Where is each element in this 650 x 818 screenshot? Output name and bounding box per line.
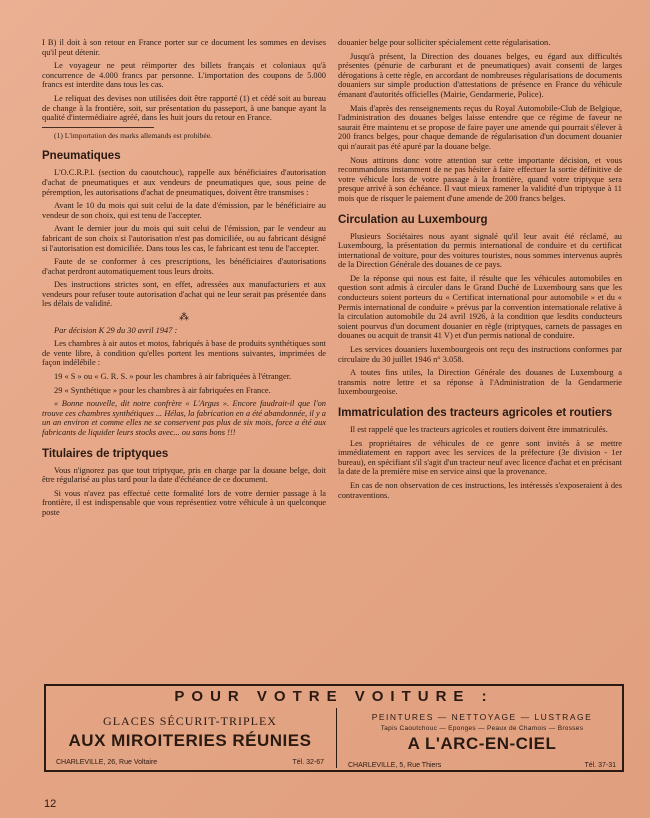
ad-left-address-row bbox=[50, 759, 330, 766]
ad-headline: POUR VOTRE VOITURE : bbox=[174, 688, 494, 705]
paragraph: Faute de se conformer à ces prescriptions, les bénéficiaires d'autorisations d'achat perdront automatiquement tous leurs droits. bbox=[42, 257, 326, 276]
paragraph: Avant le dernier jour du mois qui suit celui de l'émission, par le vendeur au fabricant de son choix si l'autorisation n'est pas domiciliée, ou au fabricant désigné si l'autorisation est domiciliée. Dans tous les cas, le fabricant est tenu de l'accepter. bbox=[42, 224, 326, 253]
paragraph: Les propriétaires de véhicules de ce genre sont invités à se mettre immédiatement en rapport avec les services de la préfecture (3e division - 1er bureau), en spécifiant s'il s'agit d'un tracteur neuf avec licence d'achat et en précisant la date de la première mise en service ainsi que la provenance. bbox=[338, 438, 622, 477]
ad-services: PEINTURES — NETTOYAGE — LUSTRAGE bbox=[371, 712, 593, 722]
paragraph: Si vous n'avez pas effectué cette formalité lors de votre dernier passage à la frontière, il est indispensable que vous représentiez votre véhicule à un quelconque poste bbox=[42, 488, 326, 517]
decision-heading: Par décision K 29 du 30 avril 1947 : bbox=[54, 325, 178, 335]
ornament-icon: ⁂ bbox=[179, 312, 189, 324]
page-number: 12 bbox=[44, 798, 57, 810]
right-column bbox=[338, 38, 622, 504]
paragraph: Avant le 10 du mois qui suit celui de la date d'émission, par le bénéficiaire au vendeur de son choix, qui est tenu de l'accepter. bbox=[42, 201, 326, 220]
paragraph: Vous n'ignorez pas que tout triptyque, pris en charge par la douane belge, doit être régularisé au plus tard pour la date d'échéance de ce document. bbox=[42, 465, 326, 485]
paragraph: Mais d'après des renseignements reçus du Royal Automobile-Club de Belgique, l'administration des douanes belges laisse entendre que ce régime de faveur ne saurait être maintenu et se propose de faire payer une amende qui pourrait s'élever à 200 francs belges, pour chaque demande de régularisation d'un document douanier qui n'aurait pas été apuré par la douane belge. bbox=[338, 103, 622, 151]
paragraph: Plusieurs Sociétaires nous ayant signalé qu'il leur avait été réclamé, au Luxembourg, la présentation du permis international de conduire et du certificat international de voiture, pour des voitures touristes, nous sommes intervenus auprès de la Direction Générale des douanes de ce pays. bbox=[338, 231, 622, 270]
paragraph: 19 « S » ou « G. R. S. » pour les chambres à air fabriquées à l'étranger. bbox=[54, 372, 292, 382]
ad-right-address-row bbox=[342, 762, 622, 769]
ad-left-address: CHARLEVILLE, 26, Rue Voltaire bbox=[56, 759, 158, 766]
ad-right-address: CHARLEVILLE, 5, Rue Thiers bbox=[348, 762, 442, 769]
quote-paragraph: « Bonne nouvelle, dit notre confrère « L'Argus ». Encore faudrait-il que l'on trouve ces chambres synthétiques ... Hélas, la fabrication en a été abandonnée, il y a un an environ et comme elles ne se conservent pas plus de six mois, force a été aux fabricants de liquider leurs stocks avec... ou sans bons !!! bbox=[42, 399, 326, 437]
footnote: (1) L'importation des marks allemands est prohibée. bbox=[54, 130, 213, 140]
paragraph: En cas de non observation de ces instructions, les intéressés s'exposeraient à des contraventions. bbox=[338, 480, 622, 500]
ad-arc-en-ciel-name: A L'ARC-EN-CIEL bbox=[407, 734, 557, 753]
ad-products: Tapis Caoutchouc — Eponges — Peaux de Chamois — Brosses bbox=[380, 725, 584, 732]
section-title-triptyques: Titulaires de triptyques bbox=[42, 447, 169, 460]
ad-miroiteries-name: AUX MIROITERIES RÉUNIES bbox=[68, 731, 312, 750]
section-title-pneumatiques: Pneumatiques bbox=[42, 150, 121, 163]
section-title-luxembourg: Circulation au Luxembourg bbox=[338, 213, 488, 226]
ad-arc-en-ciel bbox=[342, 708, 622, 769]
left-column bbox=[42, 38, 326, 522]
paragraph: Le reliquat des devises non utilisées doit être rapporté (1) et cédé soit au bureau de change à la frontière, soit, sur présentation du passeport, à une banque ayant la qualité d'intermédiaire agréé, dans les huit jours du retour en France. bbox=[42, 93, 326, 123]
ad-right-tel: Tél. 37-31 bbox=[584, 762, 616, 769]
ad-divider bbox=[336, 708, 337, 768]
paragraph: Jusqu'à présent, la Direction des douanes belges, eu égard aux difficultés présentes (pénurie de carburant et de pneumatiques) avait consenti de larges dérogations à cette règle, en accordant de nombreuses régularisations de documents douaniers sur simple production d'attestations de présence en France du véhicule émanant d'autorités officielles (Mairie, Gendarmerie, Police). bbox=[338, 51, 622, 99]
footnote-rule bbox=[42, 127, 154, 128]
ad-glaces-line: GLACES SÉCURIT-TRIPLEX bbox=[103, 714, 277, 728]
paragraph: Le voyageur ne peut réimporter des billets français et coloniaux qu'à concurrence de 4.000 francs par personne. L'importation des coupons de 5.000 francs est interdite dans tous les cas. bbox=[42, 61, 326, 90]
paragraph: De la réponse qui nous est faite, il résulte que les véhicules automobiles en question sont admis à circuler dans le Grand Duché de Luxembourg sans que les conducteurs soient porteurs du « Certificat international pour automobile » et du « Permis international de conduire » prévus par la convention internationale relative à la circulation automobile du 24 avril 1926, à la condition que lesdits conducteurs soient pourvus d'un document douanier en règle (triptyques, carnets de passages en douanes ou acquit de transit 41 V) et d'un permis national de conduire. bbox=[338, 273, 622, 341]
ad-miroiteries bbox=[50, 708, 330, 766]
paragraph: Il est rappelé que les tracteurs agricoles et routiers doivent être immatriculés. bbox=[350, 425, 608, 434]
paragraph: A toutes fins utiles, la Direction Générale des douanes de Luxembourg a transmis notre lettre et sa réponse à l'Administration de la Gendarmerie luxembourgeoise. bbox=[338, 368, 622, 397]
paragraph: douanier belge pour solliciter spécialement cette régularisation. bbox=[338, 38, 551, 47]
paragraph: Nous attirons donc votre attention sur cette importante décision, et vous recommandons instamment de ne pas hésiter à faire effectuer la sortie définitive de votre véhicule lors de votre passage à la frontière, quand votre triptyque sera presque arrivé à son échéance. Il vaut mieux ramener la validité d'un triptyque à 11 mois que de risquer le paiement d'une amende de 200 francs belges. bbox=[338, 155, 622, 203]
ad-left-tel: Tél. 32-67 bbox=[292, 759, 324, 766]
paragraph: I B) il doit à son retour en France porter sur ce document les sommes en devises qu'il peut détenir. bbox=[42, 38, 326, 57]
paragraph: 29 « Synthétique » pour les chambres à air fabriquées en France. bbox=[54, 385, 271, 395]
paragraph: Les chambres à air autos et motos, fabriqués à base de produits synthétiques sont de vente libre, à condition qu'elles portent les mentions suivantes, imprimées de façon indélébile : bbox=[42, 339, 326, 368]
paragraph: Des instructions strictes sont, en effet, adressées aux manufacturiers et aux vendeurs pour refuser toute autorisation d'achat qui ne leur serait pas présentée dans les délais de validité. bbox=[42, 280, 326, 309]
section-title-tracteurs: Immatriculation des tracteurs agricoles et routiers bbox=[338, 407, 613, 419]
advertisement-box bbox=[44, 684, 624, 772]
paragraph: Les services douaniers luxembourgeois ont reçu des instructions conformes par circulaire du 30 juillet 1946 n° 3.058. bbox=[338, 345, 622, 364]
paragraph: L'O.C.R.P.I. (section du caoutchouc), rappelle aux bénéficiaires d'autorisation d'achat de pneumatiques et aux vendeurs de pneumatiques que, sous peine de péremption, les autorisations d'achat de pneumatiques, doivent être transmises : bbox=[42, 168, 326, 197]
